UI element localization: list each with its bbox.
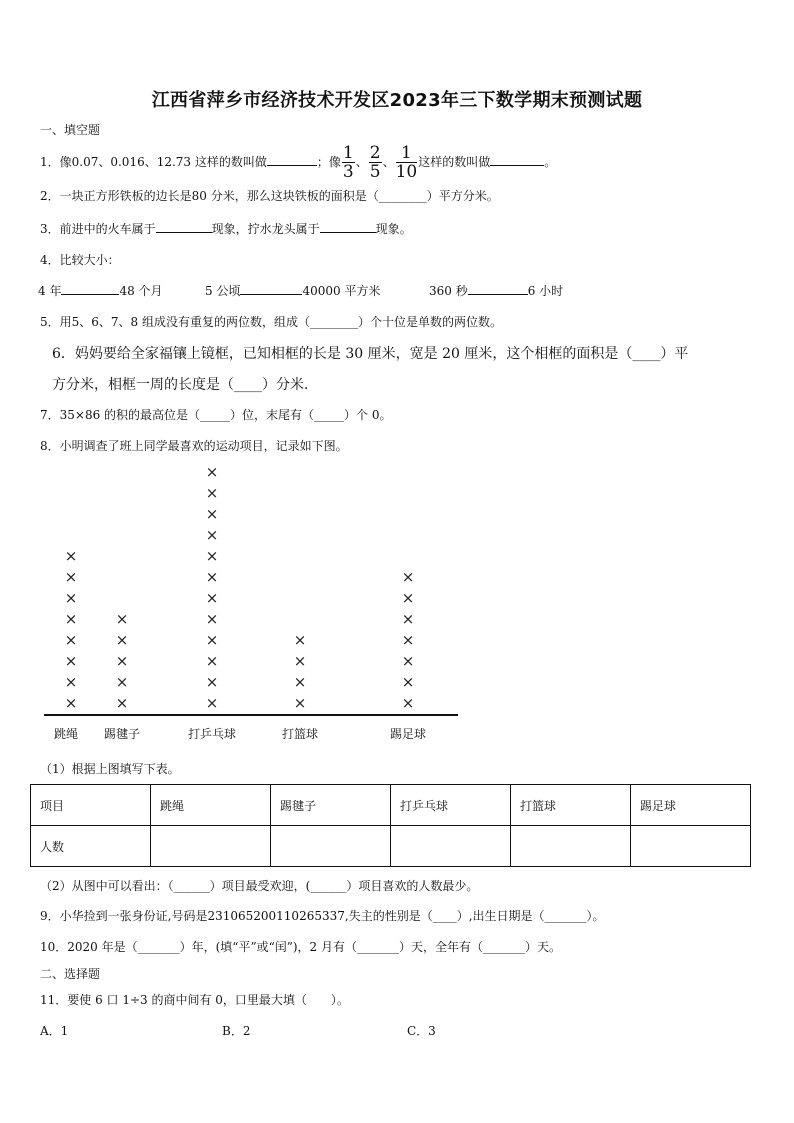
category-label: 跳绳: [53, 727, 78, 741]
tally-mark: ×: [401, 568, 415, 586]
answer-blank[interactable]: [490, 153, 544, 166]
chart-baseline: [44, 714, 458, 716]
question-5: 5．用5、6、7、8 组成没有重复的两位数，组成（________）个十位是单数的两位数。: [40, 315, 502, 329]
section-choice: 二、选择题: [40, 967, 101, 981]
tally-mark: ×: [64, 652, 78, 670]
tally-mark: ×: [205, 610, 219, 628]
tally-mark: ×: [293, 652, 307, 670]
tally-mark: ×: [115, 694, 129, 712]
category-label: 踢足球: [389, 727, 426, 741]
table-answer-cell[interactable]: [271, 826, 391, 867]
table-answer-cell[interactable]: [631, 826, 751, 867]
question-3: 3．前进中的火车属于 现象，拧水龙头属于 现象。: [40, 222, 412, 236]
tally-mark: ×: [205, 568, 219, 586]
answer-blank[interactable]: [240, 282, 302, 295]
table-header-row: [31, 785, 751, 826]
option-a[interactable]: A．1: [40, 1024, 69, 1038]
tally-mark: ×: [64, 568, 78, 586]
tally-mark: ×: [401, 694, 415, 712]
answer-blank[interactable]: [468, 282, 528, 295]
answer-blank[interactable]: [320, 220, 376, 233]
tally-mark: ×: [64, 631, 78, 649]
table-row: [31, 826, 751, 867]
compare-3: 360 秒 6 小时: [429, 284, 564, 298]
category-label: 打篮球: [281, 727, 318, 741]
table-cell: 跳绳: [151, 785, 271, 826]
tally-mark: ×: [205, 673, 219, 691]
table-cell: 人数: [31, 826, 151, 867]
tally-mark: ×: [293, 631, 307, 649]
tally-mark: ×: [401, 652, 415, 670]
tally-mark: ×: [115, 610, 129, 628]
table-cell: 踢足球: [631, 785, 751, 826]
tally-mark: ×: [205, 505, 219, 523]
table-cell: 踢毽子: [271, 785, 391, 826]
tally-mark: ×: [115, 673, 129, 691]
tally-mark: ×: [205, 652, 219, 670]
question-11: 11．要使 6 口 1÷3 的商中间有 0，口里最大填（ ）。: [40, 993, 349, 1007]
fraction-1-10: $\frac{1}{10}$: [395, 143, 418, 182]
tally-mark: ×: [115, 631, 129, 649]
fraction-2-5: $\frac{2}{5}$: [369, 143, 381, 182]
category-label: 踢毽子: [103, 727, 140, 741]
tally-mark: ×: [205, 547, 219, 565]
tally-mark: ×: [401, 589, 415, 607]
q1-text-c: 这样的数叫做: [418, 155, 491, 169]
question-8-part-1: （1）根据上图填写下表。: [40, 762, 180, 776]
tally-mark: ×: [115, 652, 129, 670]
table-cell: 项目: [31, 785, 151, 826]
tally-mark: ×: [205, 631, 219, 649]
tally-mark: ×: [64, 673, 78, 691]
answer-blank[interactable]: [61, 282, 119, 295]
question-6-line-1: 6．妈妈要给全家福镶上镜框，已知相框的长是 30 厘米，宽是 20 厘米，这个相框的面积是（____）平: [52, 346, 689, 362]
option-b[interactable]: B．2: [222, 1024, 251, 1038]
question-2: 2．一块正方形铁板的边长是80 分米，那么这块铁板的面积是（________）平方分米。: [40, 189, 499, 203]
table-cell: 打篮球: [511, 785, 631, 826]
tally-mark: ×: [205, 526, 219, 544]
question-8: 8．小明调查了班上同学最喜欢的运动项目，记录如下图。: [40, 439, 348, 453]
q1-text-b: ；像: [316, 155, 341, 169]
answer-blank[interactable]: [267, 153, 317, 166]
tally-mark: ×: [293, 673, 307, 691]
question-10: 10．2020 年是（_______）年，(填“平”或“闰”)，2 月有（_______）天，全年有（_______）天。: [40, 940, 561, 954]
tally-mark: ×: [401, 610, 415, 628]
section-fill-blank: 一、填空题: [40, 123, 101, 137]
tally-mark: ×: [205, 463, 219, 481]
table-answer-cell[interactable]: [151, 826, 271, 867]
compare-1: 4 年 48 个月: [38, 284, 163, 298]
answer-blank[interactable]: [156, 220, 212, 233]
tally-mark: ×: [293, 694, 307, 712]
tally-mark: ×: [64, 694, 78, 712]
tally-mark: ×: [64, 610, 78, 628]
table-cell: 打乒乓球: [391, 785, 511, 826]
data-table: [30, 784, 751, 867]
q1-text-a: 1．像0.07、0.016、12.73 这样的数叫做: [40, 155, 267, 169]
tally-mark: ×: [205, 589, 219, 607]
question-1: 1．像0.07、0.016、12.73 这样的数叫做 ；像 $\frac{1}{3}$ 、 $\frac{2}{5}$ 、 $\frac{1}{10}$ 这样的数叫做 。: [40, 143, 557, 182]
option-c[interactable]: C．3: [407, 1024, 436, 1038]
table-answer-cell[interactable]: [391, 826, 511, 867]
tally-mark: ×: [401, 631, 415, 649]
tally-mark: ×: [401, 673, 415, 691]
category-label: 打乒乓球: [187, 727, 236, 741]
question-7: 7．35×86 的积的最高位是（_____）位，末尾有（_____）个 0。: [40, 408, 392, 422]
question-8-part-2: （2）从图中可以看出：（______）项目最受欢迎，(______）项目喜欢的人数最少。: [40, 879, 479, 893]
tally-mark: ×: [205, 694, 219, 712]
page-title: 江西省萍乡市经济技术开发区2023年三下数学期末预测试题: [151, 90, 643, 111]
compare-2: 5 公顷 40000 平方米: [205, 284, 381, 298]
question-9: 9．小华捡到一张身份证,号码是231065200110265337,失主的性别是（____）,出生日期是（_______）。: [40, 909, 605, 923]
tally-mark: ×: [64, 547, 78, 565]
fraction-1-3: $\frac{1}{3}$: [342, 143, 354, 182]
question-6-line-2: 方分米，相框一周的长度是（____）分米．: [52, 377, 318, 393]
tally-mark: ×: [64, 589, 78, 607]
tally-mark: ×: [205, 484, 219, 502]
table-answer-cell[interactable]: [511, 826, 631, 867]
question-4: 4．比较大小：: [40, 253, 120, 267]
